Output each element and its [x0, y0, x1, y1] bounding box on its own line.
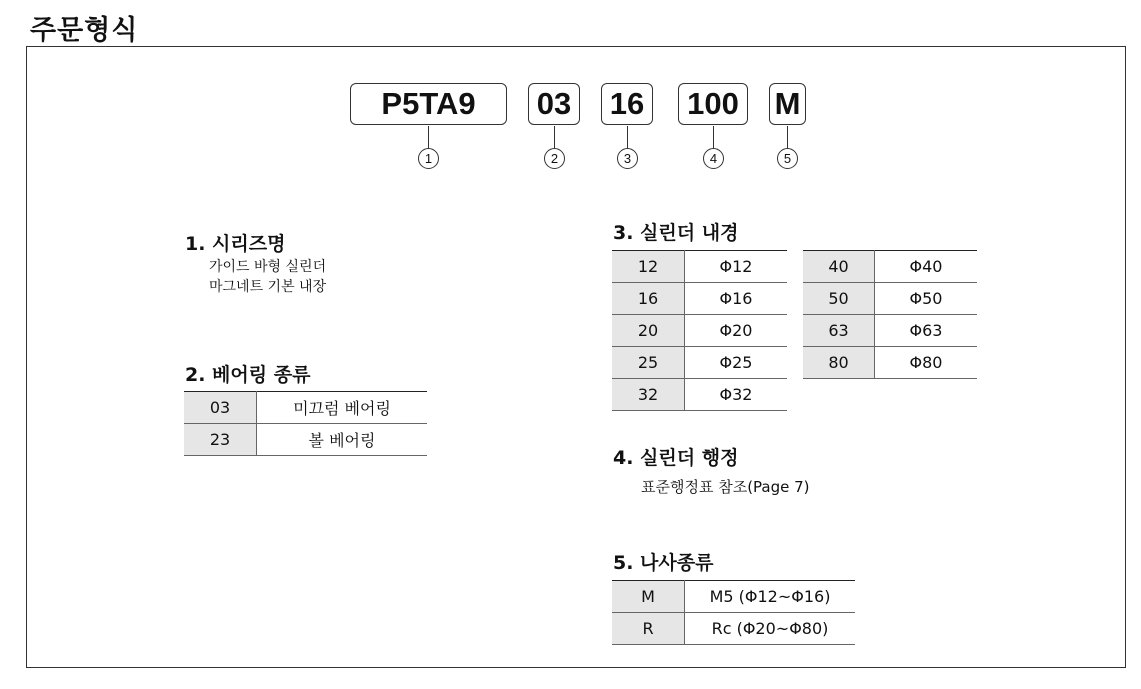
leader-line-1	[428, 126, 429, 148]
bearing-title: 2. 베어링 종류	[185, 364, 311, 386]
bearing-label: 볼 베어링	[257, 424, 428, 456]
bore-value: Φ16	[685, 283, 788, 315]
table-row	[612, 613, 855, 645]
bearing-table	[184, 391, 427, 456]
bearing-label: 미끄럼 베어링	[257, 392, 428, 424]
code-box-stroke: 100	[678, 83, 748, 125]
bore-title: 3. 실린더 내경	[613, 222, 739, 244]
circled-number-5: 5	[777, 148, 798, 169]
table-row	[803, 283, 977, 315]
bore-value: Φ40	[875, 251, 978, 283]
bore-code: 12	[612, 251, 685, 283]
circled-number-1: 1	[418, 148, 439, 169]
bore-code: 32	[612, 379, 685, 411]
thread-title: 5. 나사종류	[613, 552, 714, 574]
stroke-reference: 표준행정표 참조(Page 7)	[641, 478, 810, 496]
bore-table-left	[612, 250, 787, 411]
table-row	[184, 424, 427, 456]
bearing-code: 03	[184, 392, 257, 424]
table-row	[612, 347, 787, 379]
series-line: 마그네트 기본 내장	[209, 279, 327, 295]
bore-code: 16	[612, 283, 685, 315]
code-box-bearing: 03	[528, 83, 580, 125]
table-row	[803, 315, 977, 347]
table-row	[612, 379, 787, 411]
circled-number-4: 4	[703, 148, 724, 169]
page-title: 주문형식	[30, 15, 139, 46]
series-description	[209, 257, 326, 297]
bore-value: Φ50	[875, 283, 978, 315]
bore-code: 80	[803, 347, 875, 379]
bore-value: Φ80	[875, 347, 978, 379]
series-line: 가이드 바형 실린더	[209, 259, 327, 275]
thread-label: Rc (Φ20~Φ80)	[685, 613, 856, 645]
thread-table	[612, 580, 855, 645]
bore-table-right	[803, 250, 977, 379]
bore-code: 63	[803, 315, 875, 347]
circled-number-3: 3	[617, 148, 638, 169]
table-row	[803, 347, 977, 379]
bore-value: Φ20	[685, 315, 788, 347]
bore-value: Φ63	[875, 315, 978, 347]
bore-code: 20	[612, 315, 685, 347]
leader-line-3	[627, 126, 628, 148]
bore-value: Φ25	[685, 347, 788, 379]
code-box-series: P5TA9	[350, 83, 507, 125]
thread-label: M5 (Φ12~Φ16)	[685, 581, 856, 613]
code-box-bore: 16	[601, 83, 653, 125]
table-row	[612, 283, 787, 315]
code-box-thread: M	[769, 83, 806, 125]
table-row	[184, 392, 427, 424]
stroke-title: 4. 실린더 행정	[613, 447, 739, 469]
table-row	[612, 315, 787, 347]
circled-number-2: 2	[544, 148, 565, 169]
series-title: 1. 시리즈명	[185, 233, 286, 255]
bore-code: 50	[803, 283, 875, 315]
bore-value: Φ32	[685, 379, 788, 411]
bore-value: Φ12	[685, 251, 788, 283]
table-row	[803, 251, 977, 283]
bearing-code: 23	[184, 424, 257, 456]
bore-code: 40	[803, 251, 875, 283]
leader-line-2	[554, 126, 555, 148]
leader-line-5	[787, 126, 788, 148]
leader-line-4	[713, 126, 714, 148]
thread-code: M	[612, 581, 685, 613]
bore-code: 25	[612, 347, 685, 379]
table-row	[612, 251, 787, 283]
thread-code: R	[612, 613, 685, 645]
table-row	[612, 581, 855, 613]
